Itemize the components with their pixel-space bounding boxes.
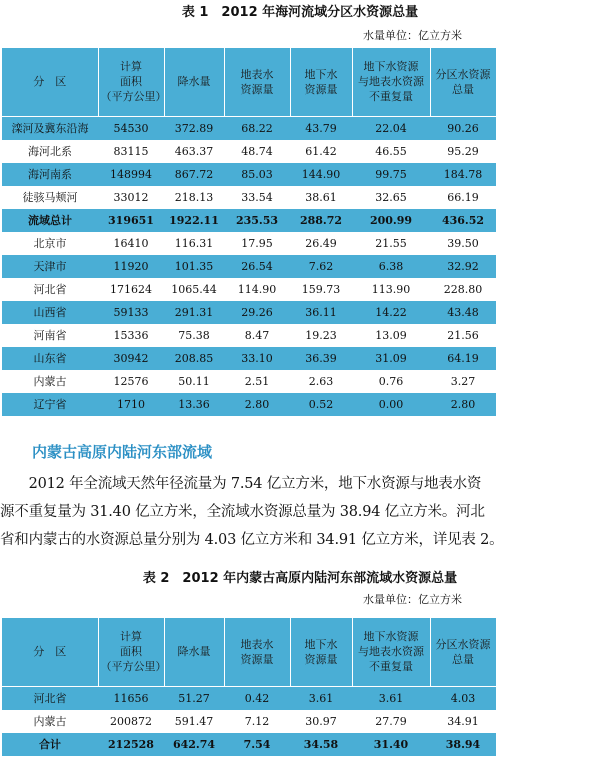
table-row [2, 393, 496, 416]
table-cell: 3.61 [352, 686, 430, 710]
table-cell: 33012 [98, 186, 164, 209]
table-row [2, 163, 496, 186]
table-cell: 22.04 [352, 116, 430, 140]
table-cell: 4.03 [430, 686, 496, 710]
row-label: 内蒙古 [2, 370, 98, 393]
column-header: 地下水 资源量 [290, 618, 352, 686]
table-cell: 212528 [98, 733, 164, 756]
table-cell: 184.78 [430, 163, 496, 186]
table-cell: 372.89 [164, 116, 224, 140]
table-cell: 2.63 [290, 370, 352, 393]
table-cell: 33.10 [224, 347, 290, 370]
row-label: 河北省 [2, 686, 98, 710]
table-cell: 8.47 [224, 324, 290, 347]
table-row [2, 301, 496, 324]
column-header: 分区水资源 总量 [430, 48, 496, 116]
table-1-caption: 表 1 2012 年海河流域分区水资源总量 [181, 5, 419, 20]
column-header: 计算 面积 （平方公里） [98, 618, 164, 686]
row-label: 山东省 [2, 347, 98, 370]
table-cell: 463.37 [164, 140, 224, 163]
table-cell: 48.74 [224, 140, 290, 163]
table-cell: 642.74 [164, 733, 224, 756]
table-1-unit: 水量单位：亿立方米 [363, 29, 462, 42]
table-2-block [0, 570, 600, 756]
table-cell: 21.55 [352, 232, 430, 255]
table-cell: 291.31 [164, 301, 224, 324]
table-cell: 61.42 [290, 140, 352, 163]
table-cell: 38.94 [430, 733, 496, 756]
table-cell: 148994 [98, 163, 164, 186]
table-cell: 1710 [98, 393, 164, 416]
table-row [2, 140, 496, 163]
table-cell: 21.56 [430, 324, 496, 347]
table-row [2, 232, 496, 255]
column-header: 降水量 [164, 618, 224, 686]
table-cell: 591.47 [164, 710, 224, 733]
table-cell: 31.40 [352, 733, 430, 756]
table-row [2, 710, 496, 733]
row-label: 海河南系 [2, 163, 98, 186]
table-cell: 436.52 [430, 209, 496, 232]
body-paragraph [0, 470, 600, 554]
table-cell: 113.90 [352, 278, 430, 301]
body-line: 源不重复量为 31.40 亿立方米，全流域水资源总量为 38.94 亿立方米。河北 [0, 504, 485, 520]
table-cell: 2.51 [224, 370, 290, 393]
table-cell: 43.79 [290, 116, 352, 140]
column-header: 地下水资源 与地表水资源 不重复量 [352, 618, 430, 686]
table-cell: 235.53 [224, 209, 290, 232]
table-cell: 27.79 [352, 710, 430, 733]
table-cell: 144.90 [290, 163, 352, 186]
table-cell: 0.00 [352, 393, 430, 416]
row-label: 河南省 [2, 324, 98, 347]
column-header: 地下水 资源量 [290, 48, 352, 116]
column-header: 降水量 [164, 48, 224, 116]
table-cell: 228.80 [430, 278, 496, 301]
table-cell: 218.13 [164, 186, 224, 209]
table-cell: 30942 [98, 347, 164, 370]
table-cell: 7.54 [224, 733, 290, 756]
table-cell: 34.58 [290, 733, 352, 756]
table-cell: 46.55 [352, 140, 430, 163]
table-cell: 32.65 [352, 186, 430, 209]
column-header: 地表水 资源量 [224, 48, 290, 116]
table-row [2, 255, 496, 278]
table-cell: 83115 [98, 140, 164, 163]
table-cell: 31.09 [352, 347, 430, 370]
row-label: 徒骇马颊河 [2, 186, 98, 209]
table-cell: 32.92 [430, 255, 496, 278]
table-cell: 30.97 [290, 710, 352, 733]
table-row [2, 278, 496, 301]
table-cell: 11920 [98, 255, 164, 278]
body-line: 2012 年全流域天然年径流量为 7.54 亿立方米，地下水资源与地表水资 [0, 476, 482, 492]
column-header: 地下水资源 与地表水资源 不重复量 [352, 48, 430, 116]
table-cell: 26.54 [224, 255, 290, 278]
table-row [2, 209, 496, 232]
column-header: 计算 面积 （平方公里） [98, 48, 164, 116]
column-header: 地表水 资源量 [224, 618, 290, 686]
row-label: 合计 [2, 733, 98, 756]
table-2 [2, 618, 497, 756]
table-cell: 6.38 [352, 255, 430, 278]
table-2-caption: 表 2 2012 年内蒙古高原内陆河东部流域水资源总量 [142, 571, 458, 586]
table-cell: 7.12 [224, 710, 290, 733]
row-label: 山西省 [2, 301, 98, 324]
table-cell: 75.38 [164, 324, 224, 347]
table-cell: 7.62 [290, 255, 352, 278]
table-cell: 12576 [98, 370, 164, 393]
table-cell: 0.42 [224, 686, 290, 710]
row-label: 北京市 [2, 232, 98, 255]
column-header: 分 区 [2, 48, 98, 116]
table-cell: 17.95 [224, 232, 290, 255]
table-cell: 99.75 [352, 163, 430, 186]
body-line: 省和内蒙古的水资源总量分别为 4.03 亿立方米和 34.91 亿立方米，详见表 2。 [0, 532, 504, 548]
table-cell: 34.91 [430, 710, 496, 733]
table-cell: 64.19 [430, 347, 496, 370]
table-cell: 114.90 [224, 278, 290, 301]
table-row [2, 370, 496, 393]
table-cell: 36.11 [290, 301, 352, 324]
table-cell: 0.52 [290, 393, 352, 416]
table-cell: 26.49 [290, 232, 352, 255]
table-cell: 159.73 [290, 278, 352, 301]
table-cell: 68.22 [224, 116, 290, 140]
table-cell: 13.09 [352, 324, 430, 347]
row-label: 海河北系 [2, 140, 98, 163]
table-row [2, 347, 496, 370]
table-cell: 208.85 [164, 347, 224, 370]
table-cell: 90.26 [430, 116, 496, 140]
table-cell: 43.48 [430, 301, 496, 324]
table-cell: 11656 [98, 686, 164, 710]
row-label: 河北省 [2, 278, 98, 301]
row-label: 天津市 [2, 255, 98, 278]
table-cell: 116.31 [164, 232, 224, 255]
table-2-unit: 水量单位：亿立方米 [363, 593, 462, 606]
table-row [2, 324, 496, 347]
row-label: 滦河及冀东沿海 [2, 116, 98, 140]
table-cell: 0.76 [352, 370, 430, 393]
table-cell: 85.03 [224, 163, 290, 186]
table-cell: 39.50 [430, 232, 496, 255]
table-cell: 50.11 [164, 370, 224, 393]
table-cell: 33.54 [224, 186, 290, 209]
table-cell: 1922.11 [164, 209, 224, 232]
table-cell: 288.72 [290, 209, 352, 232]
table-cell: 54530 [98, 116, 164, 140]
table-cell: 66.19 [430, 186, 496, 209]
table-cell: 38.61 [290, 186, 352, 209]
table-cell: 14.22 [352, 301, 430, 324]
table-cell: 13.36 [164, 393, 224, 416]
table-cell: 95.29 [430, 140, 496, 163]
table-cell: 1065.44 [164, 278, 224, 301]
table-1 [2, 48, 497, 416]
table-cell: 19.23 [290, 324, 352, 347]
table-cell: 101.35 [164, 255, 224, 278]
row-label: 内蒙古 [2, 710, 98, 733]
column-header: 分 区 [2, 618, 98, 686]
row-label: 辽宁省 [2, 393, 98, 416]
table-cell: 319651 [98, 209, 164, 232]
table-cell: 3.27 [430, 370, 496, 393]
table-cell: 16410 [98, 232, 164, 255]
table-cell: 3.61 [290, 686, 352, 710]
table-cell: 2.80 [430, 393, 496, 416]
table-cell: 2.80 [224, 393, 290, 416]
table-cell: 29.26 [224, 301, 290, 324]
table-cell: 15336 [98, 324, 164, 347]
table-row [2, 686, 496, 710]
table-row [2, 116, 496, 140]
table-cell: 36.39 [290, 347, 352, 370]
table-cell: 200.99 [352, 209, 430, 232]
table-cell: 200872 [98, 710, 164, 733]
table-row [2, 186, 496, 209]
section-heading: 内蒙古高原内陆河东部流域 [32, 443, 213, 461]
table-cell: 867.72 [164, 163, 224, 186]
column-header: 分区水资源 总量 [430, 618, 496, 686]
table-cell: 51.27 [164, 686, 224, 710]
table-cell: 59133 [98, 301, 164, 324]
row-label: 流域总计 [2, 209, 98, 232]
table-cell: 171624 [98, 278, 164, 301]
table-row [2, 733, 496, 756]
